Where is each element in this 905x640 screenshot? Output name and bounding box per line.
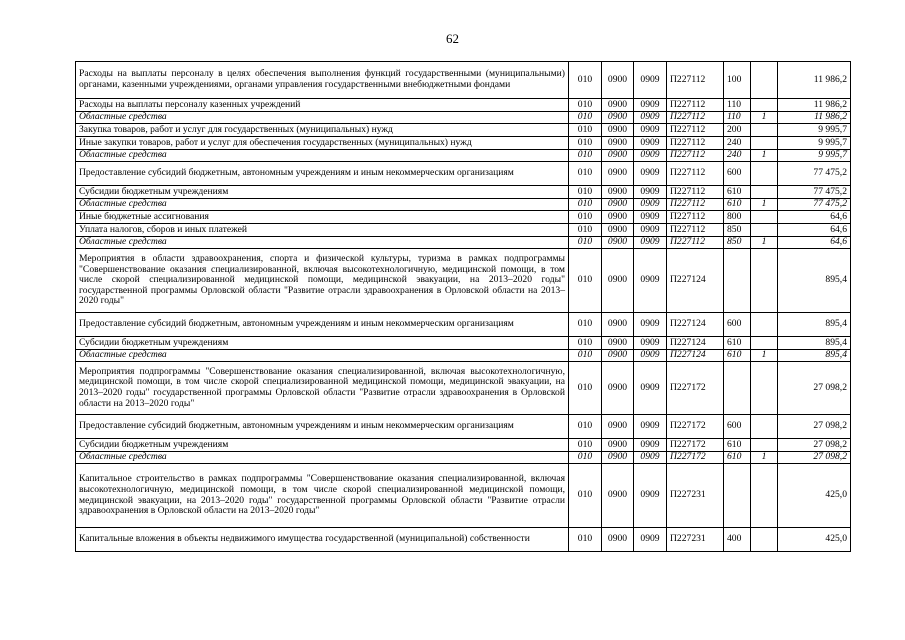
amount-cell: 9 995,7 (778, 150, 851, 162)
source-code-cell (751, 313, 778, 337)
amount-cell: 77 475,2 (778, 199, 851, 211)
target-article-cell: П227172 (667, 439, 724, 452)
subsection-code-cell: 0909 (634, 313, 667, 337)
subsection-code-cell: 0909 (634, 528, 667, 552)
table-row (76, 224, 851, 237)
code-cell-1: 010 (569, 439, 602, 452)
source-code-cell (751, 186, 778, 199)
section-code-cell: 0900 (602, 439, 634, 452)
code-cell-1: 010 (569, 211, 602, 224)
row-name-cell: Предоставление субсидий бюджетным, автономным учреждениям и иным некоммерческим организациям (76, 313, 569, 337)
subsection-code-cell: 0909 (634, 186, 667, 199)
section-code-cell: 0900 (602, 150, 634, 162)
source-code-cell (751, 224, 778, 237)
table-row (76, 199, 851, 211)
source-code-cell (751, 464, 778, 528)
table-row (76, 439, 851, 452)
amount-cell: 895,4 (778, 337, 851, 350)
subsection-code-cell: 0909 (634, 112, 667, 124)
source-code-cell (751, 415, 778, 439)
amount-cell: 77 475,2 (778, 162, 851, 186)
section-code-cell: 0900 (602, 112, 634, 124)
code-cell-1: 010 (569, 199, 602, 211)
source-code-cell (751, 362, 778, 415)
table-row (76, 452, 851, 464)
code-cell-1: 010 (569, 452, 602, 464)
expense-type-cell: 610 (724, 337, 751, 350)
subsection-code-cell: 0909 (634, 415, 667, 439)
table-row (76, 528, 851, 552)
row-name-cell: Закупка товаров, работ и услуг для государственных (муниципальных) нужд (76, 124, 569, 137)
subsection-code-cell: 0909 (634, 137, 667, 150)
target-article-cell: П227112 (667, 62, 724, 99)
target-article-cell: П227112 (667, 99, 724, 112)
expense-type-cell: 600 (724, 415, 751, 439)
table-row (76, 162, 851, 186)
section-code-cell: 0900 (602, 199, 634, 211)
source-code-cell (751, 439, 778, 452)
source-code-cell: 1 (751, 452, 778, 464)
code-cell-1: 010 (569, 237, 602, 249)
section-code-cell: 0900 (602, 528, 634, 552)
target-article-cell: П227172 (667, 415, 724, 439)
code-cell-1: 010 (569, 186, 602, 199)
table-row (76, 350, 851, 362)
table-row (76, 211, 851, 224)
target-article-cell: П227112 (667, 150, 724, 162)
table-row (76, 362, 851, 415)
target-article-cell: П227112 (667, 237, 724, 249)
code-cell-1: 010 (569, 350, 602, 362)
expense-type-cell: 110 (724, 112, 751, 124)
subsection-code-cell: 0909 (634, 452, 667, 464)
subsection-code-cell: 0909 (634, 439, 667, 452)
amount-cell: 425,0 (778, 528, 851, 552)
amount-cell: 27 098,2 (778, 415, 851, 439)
code-cell-1: 010 (569, 528, 602, 552)
target-article-cell: П227231 (667, 528, 724, 552)
section-code-cell: 0900 (602, 186, 634, 199)
target-article-cell: П227172 (667, 362, 724, 415)
amount-cell: 64,6 (778, 224, 851, 237)
expense-type-cell (724, 249, 751, 313)
section-code-cell: 0900 (602, 362, 634, 415)
code-cell-1: 010 (569, 464, 602, 528)
source-code-cell (751, 337, 778, 350)
target-article-cell: П227112 (667, 199, 724, 211)
expense-type-cell: 800 (724, 211, 751, 224)
code-cell-1: 010 (569, 249, 602, 313)
source-code-cell (751, 211, 778, 224)
amount-cell: 11 986,2 (778, 112, 851, 124)
code-cell-1: 010 (569, 150, 602, 162)
target-article-cell: П227124 (667, 337, 724, 350)
source-code-cell (751, 99, 778, 112)
expense-type-cell: 610 (724, 350, 751, 362)
table-row (76, 415, 851, 439)
subsection-code-cell: 0909 (634, 362, 667, 415)
expense-type-cell: 600 (724, 162, 751, 186)
source-code-cell: 1 (751, 150, 778, 162)
amount-cell: 27 098,2 (778, 362, 851, 415)
row-name-cell: Областные средства (76, 237, 569, 249)
amount-cell: 27 098,2 (778, 452, 851, 464)
amount-cell: 895,4 (778, 350, 851, 362)
code-cell-1: 010 (569, 362, 602, 415)
row-name-cell: Областные средства (76, 199, 569, 211)
expense-type-cell: 600 (724, 313, 751, 337)
row-name-cell: Предоставление субсидий бюджетным, автономным учреждениям и иным некоммерческим организациям (76, 415, 569, 439)
row-name-cell: Иные бюджетные ассигнования (76, 211, 569, 224)
table-row (76, 62, 851, 99)
table-row (76, 99, 851, 112)
section-code-cell: 0900 (602, 237, 634, 249)
row-name-cell: Субсидии бюджетным учреждениям (76, 186, 569, 199)
expense-type-cell (724, 464, 751, 528)
table-row (76, 150, 851, 162)
expense-type-cell: 240 (724, 137, 751, 150)
amount-cell: 27 098,2 (778, 439, 851, 452)
subsection-code-cell: 0909 (634, 150, 667, 162)
table-row (76, 464, 851, 528)
source-code-cell: 1 (751, 112, 778, 124)
amount-cell: 895,4 (778, 313, 851, 337)
code-cell-1: 010 (569, 313, 602, 337)
amount-cell: 64,6 (778, 211, 851, 224)
subsection-code-cell: 0909 (634, 237, 667, 249)
row-name-cell: Областные средства (76, 112, 569, 124)
target-article-cell: П227112 (667, 124, 724, 137)
row-name-cell: Капитальное строительство в рамках подпрограммы "Совершенствование оказания специализированной, включая высокотехнологичную, медицинской помощи, в том числе скорой специализированной медицинской помощи, медицинской эвакуации, на 2013–2020 годы" государственной программы Орловской области "Развитие отрасли здравоохранения в Орловской области на 2013–2020 годы" (76, 464, 569, 528)
amount-cell: 11 986,2 (778, 62, 851, 99)
subsection-code-cell: 0909 (634, 337, 667, 350)
row-name-cell: Областные средства (76, 350, 569, 362)
table-row (76, 112, 851, 124)
row-name-cell: Субсидии бюджетным учреждениям (76, 337, 569, 350)
table-row (76, 313, 851, 337)
expense-type-cell: 400 (724, 528, 751, 552)
code-cell-1: 010 (569, 124, 602, 137)
code-cell-1: 010 (569, 62, 602, 99)
target-article-cell: П227124 (667, 313, 724, 337)
target-article-cell: П227124 (667, 249, 724, 313)
source-code-cell (751, 137, 778, 150)
expense-type-cell: 610 (724, 199, 751, 211)
expense-type-cell: 850 (724, 237, 751, 249)
row-name-cell: Мероприятия подпрограммы "Совершенствование оказания специализированной, включая высокотехнологичную, медицинской помощи, в том числе скорой специализированной медицинской помощи, медицинской эвакуации, на 2013–2020 годы" государственной программы Орловской области "Развитие отрасли здравоохранения в Орловской области на 2013–2020 годы" (76, 362, 569, 415)
subsection-code-cell: 0909 (634, 124, 667, 137)
section-code-cell: 0900 (602, 249, 634, 313)
code-cell-1: 010 (569, 137, 602, 150)
source-code-cell: 1 (751, 237, 778, 249)
expense-type-cell: 610 (724, 439, 751, 452)
subsection-code-cell: 0909 (634, 162, 667, 186)
code-cell-1: 010 (569, 337, 602, 350)
amount-cell: 77 475,2 (778, 186, 851, 199)
section-code-cell: 0900 (602, 350, 634, 362)
source-code-cell: 1 (751, 199, 778, 211)
row-name-cell: Предоставление субсидий бюджетным, автономным учреждениям и иным некоммерческим организациям (76, 162, 569, 186)
code-cell-1: 010 (569, 99, 602, 112)
section-code-cell: 0900 (602, 62, 634, 99)
target-article-cell: П227112 (667, 137, 724, 150)
subsection-code-cell: 0909 (634, 62, 667, 99)
row-name-cell: Расходы на выплаты персоналу в целях обеспечения выполнения функций государственными (муниципальными) органами, казенными учреждениями, органами управления государственными внебюджетными фондами (76, 62, 569, 99)
section-code-cell: 0900 (602, 99, 634, 112)
source-code-cell (751, 249, 778, 313)
subsection-code-cell: 0909 (634, 249, 667, 313)
row-name-cell: Областные средства (76, 452, 569, 464)
section-code-cell: 0900 (602, 464, 634, 528)
budget-table (75, 61, 851, 552)
amount-cell: 64,6 (778, 237, 851, 249)
code-cell-1: 010 (569, 224, 602, 237)
row-name-cell: Областные средства (76, 150, 569, 162)
row-name-cell: Расходы на выплаты персоналу казенных учреждений (76, 99, 569, 112)
amount-cell: 425,0 (778, 464, 851, 528)
target-article-cell: П227231 (667, 464, 724, 528)
source-code-cell (751, 528, 778, 552)
row-name-cell: Субсидии бюджетным учреждениям (76, 439, 569, 452)
section-code-cell: 0900 (602, 162, 634, 186)
table-body (76, 62, 851, 552)
table-row (76, 186, 851, 199)
expense-type-cell: 110 (724, 99, 751, 112)
code-cell-1: 010 (569, 112, 602, 124)
target-article-cell: П227172 (667, 452, 724, 464)
subsection-code-cell: 0909 (634, 211, 667, 224)
section-code-cell: 0900 (602, 337, 634, 350)
section-code-cell: 0900 (602, 124, 634, 137)
target-article-cell: П227112 (667, 224, 724, 237)
section-code-cell: 0900 (602, 452, 634, 464)
section-code-cell: 0900 (602, 137, 634, 150)
table-row (76, 249, 851, 313)
expense-type-cell: 610 (724, 186, 751, 199)
subsection-code-cell: 0909 (634, 224, 667, 237)
page-number: 62 (446, 31, 459, 46)
code-cell-1: 010 (569, 162, 602, 186)
subsection-code-cell: 0909 (634, 464, 667, 528)
expense-type-cell: 200 (724, 124, 751, 137)
subsection-code-cell: 0909 (634, 350, 667, 362)
expense-type-cell: 610 (724, 452, 751, 464)
amount-cell: 11 986,2 (778, 99, 851, 112)
section-code-cell: 0900 (602, 211, 634, 224)
row-name-cell: Уплата налогов, сборов и иных платежей (76, 224, 569, 237)
source-code-cell (751, 62, 778, 99)
section-code-cell: 0900 (602, 415, 634, 439)
target-article-cell: П227112 (667, 162, 724, 186)
target-article-cell: П227124 (667, 350, 724, 362)
table-row (76, 337, 851, 350)
target-article-cell: П227112 (667, 211, 724, 224)
expense-type-cell: 240 (724, 150, 751, 162)
expense-type-cell: 100 (724, 62, 751, 99)
amount-cell: 9 995,7 (778, 137, 851, 150)
row-name-cell: Иные закупки товаров, работ и услуг для обеспечения государственных (муниципальных) нужд (76, 137, 569, 150)
amount-cell: 895,4 (778, 249, 851, 313)
subsection-code-cell: 0909 (634, 199, 667, 211)
row-name-cell: Капитальные вложения в объекты недвижимого имущества государственной (муниципальной) собственности (76, 528, 569, 552)
row-name-cell: Мероприятия в области здравоохранения, спорта и физической культуры, туризма в рамках подпрограммы "Совершенствование оказания специализированной, включая высокотехнологичную, медицинской помощи, в том числе скорой специализированной медицинской помощи, медицинской эвакуации, на 2013–2020 годы" государственной программы Орловской области "Развитие отрасли здравоохранения в Орловской области на 2013–2020 годы" (76, 249, 569, 313)
amount-cell: 9 995,7 (778, 124, 851, 137)
table-row (76, 124, 851, 137)
section-code-cell: 0900 (602, 224, 634, 237)
source-code-cell (751, 124, 778, 137)
table-row (76, 237, 851, 249)
section-code-cell: 0900 (602, 313, 634, 337)
subsection-code-cell: 0909 (634, 99, 667, 112)
source-code-cell (751, 162, 778, 186)
source-code-cell: 1 (751, 350, 778, 362)
table-row (76, 137, 851, 150)
target-article-cell: П227112 (667, 112, 724, 124)
target-article-cell: П227112 (667, 186, 724, 199)
code-cell-1: 010 (569, 415, 602, 439)
expense-type-cell (724, 362, 751, 415)
expense-type-cell: 850 (724, 224, 751, 237)
